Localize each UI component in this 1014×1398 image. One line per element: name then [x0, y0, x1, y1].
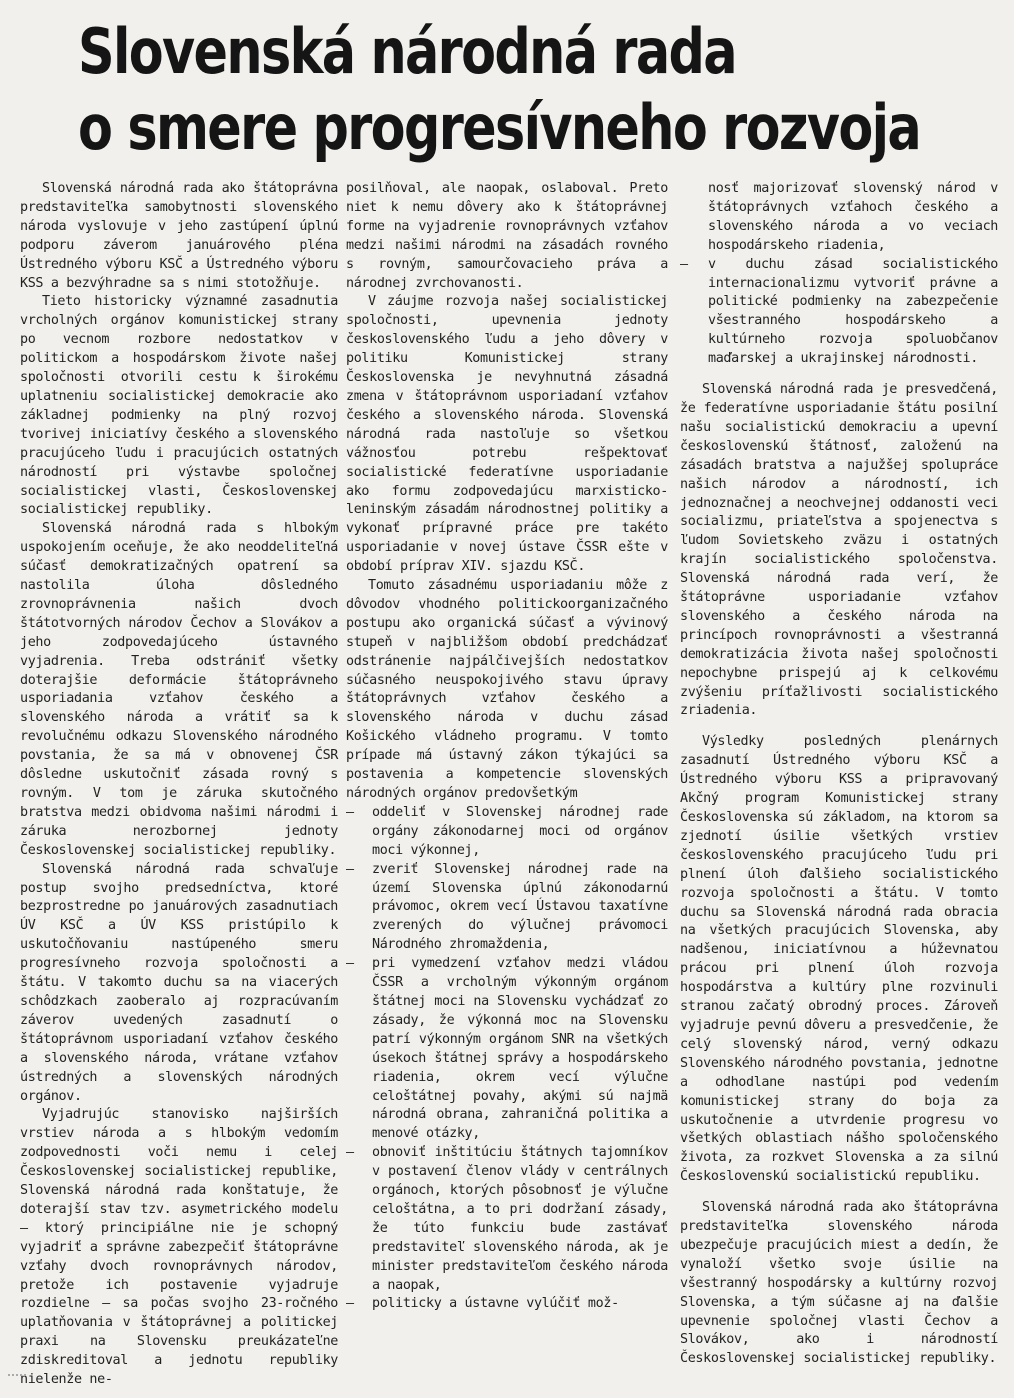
paragraph: Výsledky posledných plenárnych zasadnutí Ústredného výboru KSČ a Ústredného výboru KSS a pripravovaný Akčný program Komunistickej strany Československa sú základom, na ktorom sa zjednotí úsilie všetkých vrstiev československého pracujúceho ľudu pri plnení úloh ďalšieho socialistického rozvoja spoločnosti a štátu. V tomto duchu sa Slovenská národná rada obracia na všetkých pracujúcich Slovenska, aby nadšenou, iniciatívnou a húževnatou prácou pri plnení úloh rozvoja hospodárstva a kultúry plne rozvinuli stranou začatý obrodný proces. Zároveň vyjadruje pevnú dôveru a presvedčenie, že celý slovenský národ, verný odkazu Slovenského národného povstania, jednotne a odhodlane nastúpi pod vedením komunistickej strany do boja za uskutočnenie a utvrdenie progresu vo všetkých oblastiach nášho spoločenského života, za rozkvet Slovenska a za silnú Československú socialistickú republiku.	[680, 734, 998, 1185]
paragraph: Slovenská národná rada ako štátoprávna predstaviteľka samobytnosti slovenského národa vyslovuje v jeho zastúpení úplnú podporu záverom januárového pléna Ústredného výboru KSČ a Ústredného výboru KSS a bezvýhradne sa s nimi stotožňuje.	[20, 181, 338, 291]
paragraph: V záujme rozvoja našej socialistickej spoločnosti, upevnenia jednoty československého ľudu a jeho dôvery v politiku Komunistickej strany Československa je nevyhnutná zásadná zmena v štátoprávnom usporiadaní vzťahov českého a slovenského národa. Slovenská národná rada nastoľuje so všetkou vážnosťou potrebu rešpektovať socialistické federatívne usporiadanie ako formu zodpovedajúcu marxisticko-leninským zásadám národnostnej politiky a vykonať prípravné práce pre takéto usporiadanie v novej ústave ČSSR ešte v období príprav XIV. sjazdu KSČ.	[346, 294, 668, 575]
print-speck	[8, 1368, 26, 1376]
list-item: — politicky a ústavne vylúčiť mož-	[346, 1295, 668, 1314]
list-item-continued: nosť majorizovať slovenský národ v štátoprávnych vzťahoch českého a slovenského národa a vo veciach hospodárskeho riadenia,	[708, 181, 998, 253]
requirements-list	[346, 804, 668, 1314]
list-item: — zveriť Slovenskej národnej rade na území Slovenska úplnú zákonodarnú právomoc, okrem vecí Ústavou taxatívne zverených do výlučnej právomoci Národného zhromaždenia,	[346, 861, 668, 956]
headline-line-1: Slovenská národná rada	[78, 15, 736, 88]
column-2	[346, 180, 668, 1314]
column-3	[680, 180, 998, 1369]
paragraph: posilňoval, ale naopak, oslaboval. Preto niet k nemu dôvery ako k štátoprávnej forme na vyjadrenie rovnoprávnych vzťahov medzi našimi národmi na zásadách rovného s rovným, samourčovacieho práva a národnej zvrchovanosti.	[346, 181, 668, 291]
paragraph: Slovenská národná rada schvaľuje postup svojho predsedníctva, ktoré bezprostredne po januárových zasadnutiach ÚV KSČ a ÚV KSS pristúpilo k uskutočňovaniu nastúpeného smeru progresívneho rozvoja spoločnosti a štátu. V takomto duchu sa na viacerých schôdzkach zaoberalo aj rozpracúvaním záverov uvedených zasadnutí o štátoprávnom usporiadaní vzťahov českého a slovenského národa, vrátane vzťahov ústredných a slovenských národných orgánov.	[20, 861, 338, 1104]
paragraph: Tomuto zásadnému usporiadaniu môže z dôvodov vhodného politickoorganizačného postupu ako organická súčasť a vývinový stupeň v najbližšom období predchádzať odstránenie najpálčivejších nedostatkov súčasného neuspokojivého stavu úpravy štátoprávnych vzťahov českého a slovenského národa v duchu zásad Košického vládneho programu. V tomto prípade má ústavný zákon týkajúci sa postavenia a kompetencie slovenských národných orgánov predovšetkým	[346, 578, 668, 801]
list-item: — v duchu zásad socialistického internacionalizmu vytvoriť právne a politické podmienky na zabezpečenie všestranného hospodárskeho a kultúrneho rozvoja spoluobčanov maďarskej a ukrajinskej národnosti.	[680, 256, 998, 369]
headline	[78, 14, 921, 166]
headline-line-2: o smere progresívneho rozvoja	[78, 91, 921, 164]
column-1	[20, 180, 338, 1390]
list-item: — oddeliť v Slovenskej národnej rade orgány zákonodarnej moci od orgánov moci výkonnej,	[346, 804, 668, 861]
list-item: — pri vymedzení vzťahov medzi vládou ČSSR a vrcholným výkonným orgánom štátnej moci na Slovensku vychádzať zo zásady, že výkonná moc na Slovensku patrí výkonným orgánom SNR na všetkých úsekoch štátnej správy a hospodárskeho riadenia, okrem vecí výlučne celoštátnej povahy, akými sú najmä národná obrana, zahraničná politika a menové otázky,	[346, 955, 668, 1144]
paragraph: Slovenská národná rada s hlbokým uspokojením oceňuje, že ako neoddeliteľná súčasť demokratizačných opatrení sa nastolila úloha dôsledného zrovnoprávnenia našich dvoch štátotvorných národov Čechov a Slovákov a jeho zodpovedajúceho ústavného vyjadrenia. Treba odstrániť všetky doterajšie deformácie štátoprávneho usporiadania vzťahov českého a slovenského národa a vrátiť sa k revolučnému odkazu Slovenského národného povstania, že sa má v obnovenej ČSR dôsledne uskutočniť zásada rovný s rovným. V tom je záruka skutočného bratstva medzi obidvoma našimi národmi i záruka nerozbornej jednoty Československej socialistickej republiky.	[20, 521, 338, 858]
requirements-list-continued	[680, 180, 998, 369]
list-item: — obnoviť inštitúciu štátnych tajomníkov v postavení členov vlády v centrálnych orgánoch, ktorých pôsobnosť je výlučne celoštátna, a to pri dodržaní zásady, že túto funkciu bude zastávať predstaviteľ slovenského národa, ak je minister predstaviteľom českého národa a naopak,	[346, 1144, 668, 1295]
paragraph: Vyjadrujúc stanovisko najširších vrstiev národa a s hlbokým vedomím zodpovednosti voči nemu i celej Československej socialistickej republike, Slovenská národná rada konštatuje, že doterajší stav tzv. asymetrického modelu — ktorý principiálne nie je schopný vyjadriť a správne zabezpečiť štátoprávne vzťahy dvoch rovnoprávnych národov, pretože ich postavenie vyjadruje rozdielne — sa počas svojho 23-ročného uplatňovania v štátoprávnej a politickej praxi na Slovensku preukázateľne zdiskreditoval a jednotu republiky nielenže ne-	[20, 1107, 338, 1388]
paragraph: Tieto historicky významné zasadnutia vrcholných orgánov komunistickej strany po vecnom rozbore nedostatkov v politickom a hospodárskom živote našej spoločnosti otvorili cestu k širokému uplatneniu socialistickej demokracie ako základnej podmienky na plný rozvoj tvorivej iniciatívy českého a slovenského pracujúceho ľudu i pracujúcich ostatných národností pri výstavbe spoločnej socialistickej vlasti, Československej socialistickej republiky.	[20, 294, 338, 518]
paragraph: Slovenská národná rada je presvedčená, že federatívne usporiadanie štátu posilní našu socialistickú demokraciu a upevní československú štátnosť, založenú na zásadách bratstva a najužšej spolupráce našich národov a národností, ich jednoznačnej a neochvejnej oddanosti veci socializmu, priateľstva a spojenectva s ľudom Sovietskeho zväzu i ostatných krajín socialistického spoločenstva. Slovenská národná rada verí, že štátoprávne usporiadanie vzťahov slovenského a českého národa na princípoch rovnoprávnosti a všestranná demokratizácia života našej spoločnosti nepochybne prispejú aj k celkovému zvýšeniu príťažlivosti socialistického zriadenia.	[680, 382, 998, 719]
paragraph: Slovenská národná rada ako štátoprávna predstaviteľka slovenského národa ubezpečuje pracujúcich miest a dedín, že vynaloží všetko svoje úsilie na všestranný hospodársky a kultúrny rozvoj Slovenska, a tým súčasne aj na ďalšie upevnenie spoločnej vlasti Čechov a Slovákov, ako i národností Československej socialistickej republiky.	[680, 1200, 998, 1367]
